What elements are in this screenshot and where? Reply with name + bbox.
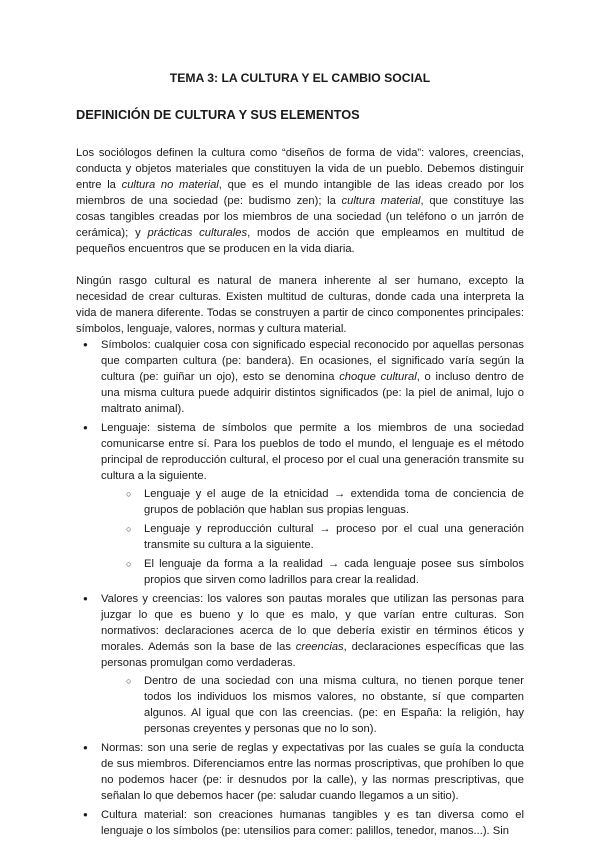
section-heading: DEFINICIÓN DE CULTURA Y SUS ELEMENTOS xyxy=(76,107,360,122)
intro-paragraph: Los sociólogos definen la cultura como “diseños de forma de vida”: valores, creencias, conducta y objetos materiales que constituyen la vida de un pueblo. Debemos distinguir entre la cultura no material, que es el mundo intangible de las ideas creado por los miembros de una sociedad (pe: budismo zen); la cultura material, que constituye las cosas tangibles creadas por los miembros de una sociedad (un teléfono o un jarrón de cerámica); y prácticas culturales, modos de acción que empleamos en multitud de pequeños encuentros que se producen en la vida diaria. xyxy=(76,147,524,255)
components-list xyxy=(76,337,524,839)
list-item-valores: ● Valores y creencias: los valores son pautas morales que utilizan las personas para juzgar lo que es bueno y lo que es malo, y que varían entre culturas. Son normativos: declaraciones acerca de lo que debería existir en términos éticos y morales. Además son la base de las creencias, declaraciones específicas que las personas promulgan como verdaderas. ○ Dentro de una sociedad con una misma cultura, no tienen porque tener todos los individuos los mismos valores, no obstante, sí que comparten algunos. Al igual que con las creencias. (pe: en España: la religión, hay personas creyentes y personas que no lo son). xyxy=(101,591,524,737)
sub-item: ○ Lenguaje y el auge de la etnicidad → extendida toma de conciencia de grupos de población que hablan sus propias lenguas. xyxy=(144,486,524,518)
list-item-normas: ● Normas: son una serie de reglas y expectativas por las cuales se guía la conducta de sus miembros. Diferenciamos entre las normas proscriptivas, que prohíben lo que no podemos hacer (pe: ir desnudos por la calle), y las normas prescriptivas, que señalan lo que debemos hacer (pe: saludar cuando llegamos a un sitio). xyxy=(101,740,524,804)
document-title: TEMA 3: LA CULTURA Y EL CAMBIO SOCIAL xyxy=(169,71,431,85)
valores-sublist xyxy=(101,673,524,737)
lenguaje-sublist xyxy=(101,486,524,588)
list-item-simbolos: ● Símbolos: cualquier cosa con significado especial reconocido por aquellas personas que comparten cultura (pe: bandera). En ocasiones, el significado varía según la cultura (pe: guiñar un ojo), esto se denomina choque cultural, o incluso dentro de una misma cultura puede adquirir distintos significados (pe: la piel de animal, lujo o maltrato animal). xyxy=(101,337,524,417)
list-item-cultura-material: ● Cultura material: son creaciones humanas tangibles y es tan diversa como el lenguaje o los símbolos (pe: utensilios para comer: palillos, tenedor, manos...). Sin xyxy=(101,807,524,839)
list-item-lenguaje: ● Lenguaje: sistema de símbolos que permite a los miembros de una sociedad comunicarse entre sí. Para los pueblos de todo el mundo, el lenguaje es el método principal de reproducción cultural, el proceso por el cual una generación transmite su cultura a la siguiente. ○ Lenguaje y el auge de la etnicidad → extendida toma de conciencia de grupos de población que hablan sus propias lenguas. ○ Lenguaje y reproducción cultural → proceso por el cual una generación transmite su cultura a la siguiente. ○ El lenguaje da forma a la realidad → cada lenguaje posee sus símbolos propios que sirven como ladrillos para crear la realidad. xyxy=(101,420,524,588)
sub-item: ○ Lenguaje y reproducción cultural → proceso por el cual una generación transmite su cultura a la siguiente. xyxy=(144,521,524,553)
components-paragraph: Ningún rasgo cultural es natural de manera inherente al ser humano, excepto la necesidad de crear culturas. Existen multitud de culturas, donde cada una interpreta la vida de manera diferente. Todas se construyen a partir de cinco componentes principales: símbolos, lenguaje, valores, normas y cultura material. xyxy=(76,275,524,335)
sub-item: ○ El lenguaje da forma a la realidad → cada lenguaje posee sus símbolos propios que sirven como ladrillos para crear la realidad. xyxy=(144,556,524,588)
sub-item: ○ Dentro de una sociedad con una misma cultura, no tienen porque tener todos los individuos los mismos valores, no obstante, sí que comparten algunos. Al igual que con las creencias. (pe: en España: la religión, hay personas creyentes y personas que no lo son). xyxy=(144,673,524,737)
